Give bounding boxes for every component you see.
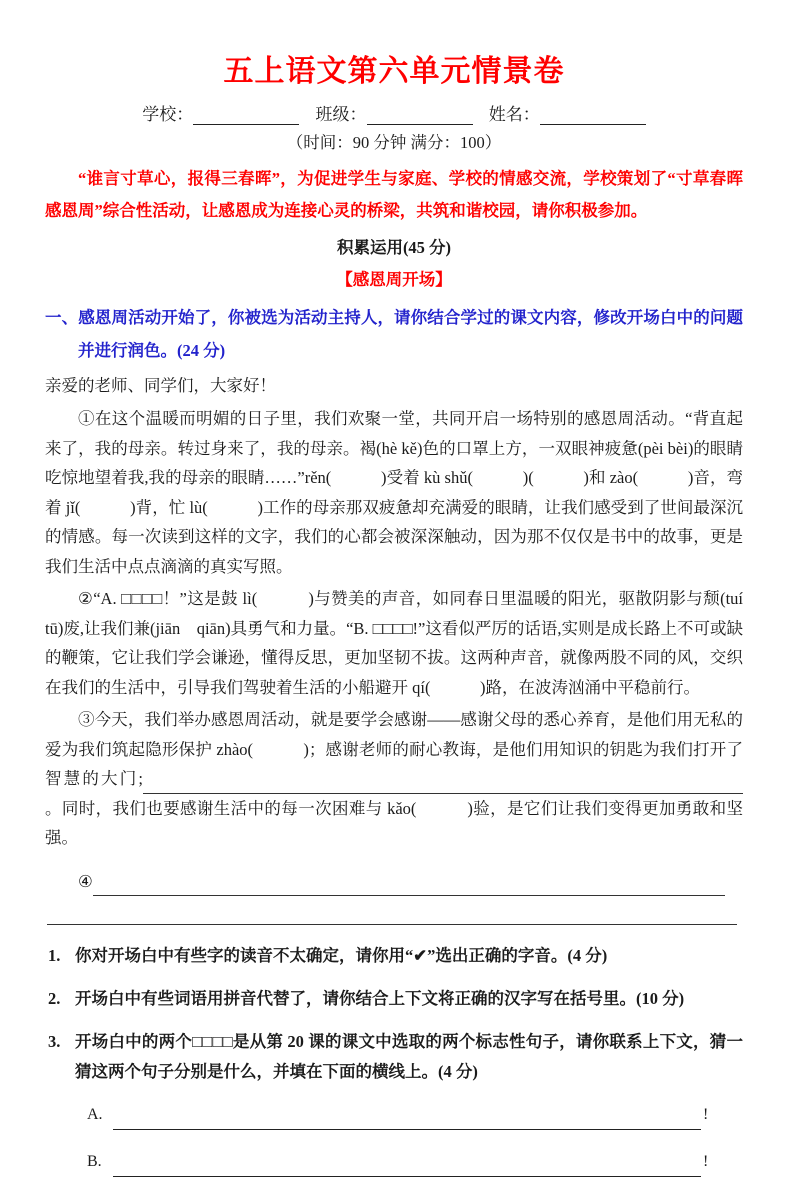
section-heading-accumulation: 积累运用(45 分) [336,238,452,257]
time-score-line: （时间：90 分钟 满分：100） [286,133,502,152]
question-1-number: 1. [48,946,61,965]
greeting-line: 亲爱的老师、同学们，大家好！ [45,376,276,395]
answer-line-b [45,1147,743,1177]
exam-title: 五上语文第六单元情景卷 [223,55,565,88]
answer-b-label: B. [87,1153,102,1170]
opening-paragraph-3 [45,705,743,853]
paragraph-3-fill-blank [143,777,743,794]
name-blank-line [540,107,646,125]
intro-paragraph: “谁言寸草心，报得三春晖”，为促进学生与家庭、学校的情感交流，学校策划了“寸草春晖感恩周”综合性活动，让感恩成为连接心灵的桥梁，共筑和谐校园，请你积极参加。 [45,169,743,220]
class-field [316,100,473,125]
question-1-text: 你对开场白中有些字的读音不太确定，请你用“✔”选出正确的字音。(4 分) [75,946,608,965]
paragraph-3-text-before-blank: ③今天，我们举办感恩周活动，就是要学会感谢——感谢父母的悉心养育，是他们用无私的爱为我们筑起隐形保护 zhào( )；感谢老师的耐心教诲，是他们用知识的钥匙为我们打开了智慧的大门; [45,710,743,788]
answer-b-blank-line [113,1159,701,1177]
answer-a-blank-line [113,1112,701,1130]
paragraph-4-fill-blank [93,879,725,896]
class-label: 班级： [315,105,367,124]
task-one-heading: 一、感恩周活动开始了，你被选为活动主持人，请你结合学过的课文内容，修改开场白中的问题并进行润色。(24 分) [45,308,743,360]
stage-heading-gratitude-week: 【感恩周开场】 [336,270,452,289]
opening-paragraph-2: ②“A. □□□□！”这是鼓 lì( )与赞美的声音，如同春日里温暖的阳光，驱散阴影与颓(tuí tū)废,让我们兼(jiān qiān)具勇气和力量。“B. □□□□!”这看似严厉的话语,实则是成长路上不可或缺的鞭策，它让我们学会谦逊，懂得反思，更加坚韧不拔。这两种声音，就像两股不同的风，交织在我们的生活中，引导我们驾驶着生活的小船避开 qí( )路，在波涛汹涌中平稳前行。 [45,589,743,697]
class-blank-line [367,107,473,125]
question-2-text: 开场白中有些词语用拼音代替了，请你结合上下文将正确的汉字写在括号里。(10 分) [75,989,685,1008]
school-field [142,100,299,125]
question-2 [45,984,743,1014]
opening-paragraph-1: ①在这个温暖而明媚的日子里，我们欢聚一堂，共同开启一场特别的感恩周活动。“背直起来了，我的母亲。转过身来了，我的母亲。褐(hè kě)色的口罩上方，一双眼神疲惫(pèi bèi)的眼睛吃惊地望着我,我的母亲的眼睛……”rěn( )受着 kù shǔ( )( )和 zào( )音，弯着 jǐ( )背，忙 lù( )工作的母亲那双疲惫却充满爱的眼睛，让我们感受到了世间最深沉的情感。每一次读到这样的文字，我们的心都会被深深触动，因为那不仅仅是书中的故事，更是我们生活中点点滴滴的真实写照。 [45,409,743,576]
paragraph-4-marker: ④ [78,871,93,891]
question-1 [45,941,743,971]
exam-paper-page [0,46,793,1177]
answer-a-suffix: ! [703,1106,709,1123]
name-label: 姓名： [488,105,540,124]
question-3-text: 开场白中的两个□□□□是从第 20 课的课文中选取的两个标志性句子，请你联系上下文，猜一猜这两个句子分别是什么，并填在下面的横线上。(4 分) [75,1032,743,1081]
answer-b-suffix: ! [703,1153,709,1170]
answer-a-label: A. [87,1106,103,1123]
question-2-number: 2. [48,989,61,1008]
name-field [489,100,646,125]
student-info-row [45,100,743,125]
question-3-number: 3. [48,1032,61,1051]
answer-line-a [45,1100,743,1130]
question-3 [45,1027,743,1087]
school-blank-line [193,107,299,125]
paragraph-3-text-after-blank: 。同时，我们也要感谢生活中的每一次困难与 kǎo( )验，是它们让我们变得更加勇敢和坚强。 [45,798,743,847]
opening-paragraph-4 [45,867,743,897]
school-label: 学校： [142,105,194,124]
paragraph-4-continuation-line [47,900,737,925]
